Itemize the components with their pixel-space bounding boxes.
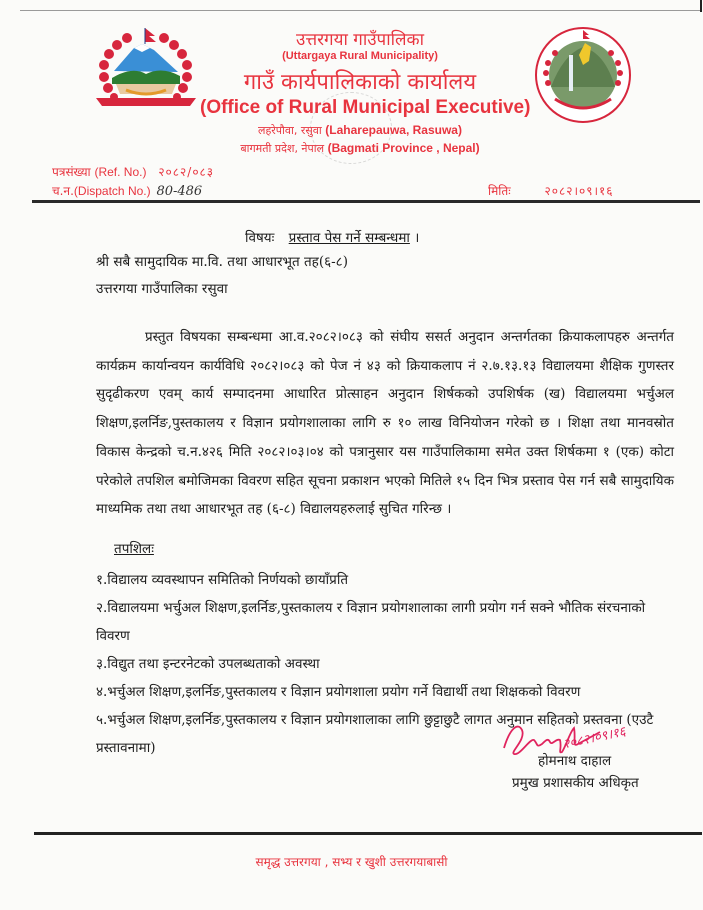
recipient-line-1: श्री सबै सामुदायिक मा.वि. तथा आधारभूत तह(६-८) (96, 254, 348, 270)
address-line-2 (200, 141, 520, 156)
footer-slogan: समृद्ध उत्तरगया , सभ्य र खुशी उत्तरगयाबासी (255, 855, 448, 869)
ref-value: २०८२/०८३ (158, 165, 215, 179)
address2-np: बागमती प्रदेश, नेपाल (240, 142, 325, 155)
ref-label-en: (Ref. No.) (94, 165, 147, 179)
subject-label: विषयः (245, 230, 275, 246)
details-item: ५.भर्चुअल शिक्षण,इलर्निङ,पुस्तकालय र विज्ञान प्रयोगशालाका लागि छुट्टाछुटै लागत अनुमान सहितको प्रस्तवना (एउटै प्रस्तावनामा) (96, 712, 654, 756)
nepal-emblem-logo (82, 26, 212, 116)
reference-number (52, 163, 214, 180)
scan-top-edge (20, 10, 700, 11)
dispatch-number (52, 182, 202, 199)
details-item: १.विद्यालय व्यवस्थापन समितिको निर्णयको छायाँप्रति (96, 572, 349, 588)
municipality-name-en: (Uttargaya Rural Municipality) (282, 50, 438, 62)
signer-name: होमनाथ दाहाल (538, 753, 612, 769)
details-heading: तपशिलः (114, 541, 154, 557)
address-line-1 (200, 123, 520, 138)
subject-end: । (414, 230, 420, 246)
emblem-flag-icon (145, 28, 156, 44)
details-item: २.विद्यालयमा भर्चुअल शिक्षण,इलर्निङ,पुस्तकालय र विज्ञान प्रयोगशालाका लागी प्रयोग गर्न सक्ने भौतिक संरचनाको विवरण (96, 600, 646, 644)
address1-np: लहरेपौवा, रसुवा (258, 124, 322, 137)
letter-body-paragraph: प्रस्तुत विषयका सम्बन्धमा आ.व.२०८२।०८३ को संघीय ससर्त अनुदान अन्तर्गतका क्रियाकलापहरु अन्तर्गत कार्यक्रम कार्यान्वयन कार्यविधि २०८२।०८३ को पेज नं ४३ को क्रियाकलाप नं २.७.१३.१३ विद्यालयमा शैक्षिक गुणस्तर सुदृढीकरण एवम् कार्य सम्पादनमा आधारित प्रोत्साहन अनुदान शिर्षकको उपशिर्षक (ख) विद्यालयमा भर्चुअल शिक्षण,इलर्निङ,पुस्तकालय र विज्ञान प्रयोगशालाका लागि रु १० लाख विनियोजन गरेको छ । शिक्षा तथा मानवस्रोत विकास केन्द्रको च.न.४२६ मिति २०८२।०३।०४ को पत्रानुसार यस गाउँपालिकामा समेत उक्त शिर्षकमा १ (एक) कोटा परेकोले तपशिल बमोजिमका विवरण सहित सूचना प्रकाशन भएको मितिले १५ दिन भित्र प्रस्ताव पेस गर्न सबै सामुदायिक माध्यमिक तथा तथा आधारभूत तह (६-८) विद्यालयहरुलाई सुचित गरिन्छ । (96, 329, 674, 518)
emblem-hills (112, 70, 180, 84)
subject-line (245, 228, 419, 246)
dispatch-value-handwritten: 80-486 (156, 184, 203, 199)
date-value: २०८२।०९।१६ (544, 184, 614, 198)
details-item: ४.भर्चुअल शिक्षण,इलर्निङ,पुस्तकालय र विज्ञान प्रयोगशाला प्रयोग गर्ने विद्यार्थी तथा शिक्षकको विवरण (96, 684, 581, 700)
address2-en: (Bagmati Province , Nepal) (327, 141, 480, 155)
signature-date-handwritten: २०८२।०९।१६ (561, 724, 628, 753)
details-item: ३.विद्युत तथा इन्टरनेटको उपलब्धताको अवस्था (96, 656, 320, 672)
scan-corner-mark (700, 0, 702, 12)
subject-text: प्रस्ताव पेस गर्ने सम्बन्धमा (288, 230, 410, 246)
signer-title: प्रमुख प्रशासकीय अधिकृत (512, 775, 639, 791)
recipient-line-2: उत्तरगया गाउँपालिका रसुवा (96, 281, 228, 297)
footer-divider (34, 832, 702, 835)
dispatch-label-np: च.न. (52, 184, 74, 198)
office-name-np: गाउँ कार्यपालिकाको कार्यालय (243, 70, 477, 95)
address1-en: (Laharepauwa, Rasuwa) (325, 123, 462, 137)
municipality-name-np: उत्तरगया गाउँपालिका (296, 30, 424, 50)
seal-waterfall (569, 55, 573, 91)
letter-date (488, 182, 614, 199)
date-label: मितिः (488, 184, 511, 198)
office-name-en: (Office of Rural Municipal Executive) (200, 97, 531, 118)
emblem-ribbon (96, 98, 196, 106)
dispatch-label-en: (Dispatch No.) (73, 184, 151, 198)
header-divider (32, 200, 700, 203)
ref-label-np: पत्रसंख्या (52, 165, 91, 179)
municipality-seal-logo (533, 25, 633, 125)
